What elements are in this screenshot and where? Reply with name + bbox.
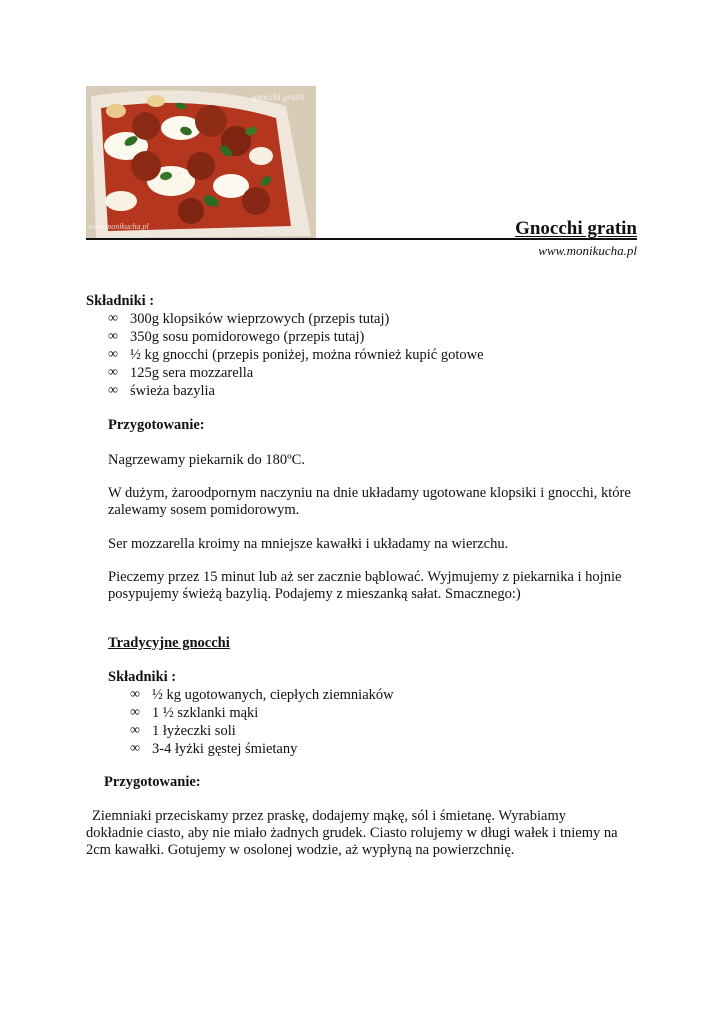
- gnocchi-preparation-text: Ziemniaki przeciskamy przez praskę, dodajemy mąkę, sól i śmietanę. Wyrabiamy: [92, 808, 566, 824]
- ingredient-item: 350g sosu pomidorowego (przepis tutaj): [130, 329, 365, 345]
- preparation-heading: Przygotowanie:: [108, 417, 205, 433]
- preparation-step: Pieczemy przez 15 minut lub aż ser zacznie bąblować. Wyjmujemy z piekarnika i hojnie: [108, 569, 622, 585]
- preparation-step: W dużym, żaroodpornym naczyniu na dnie układamy ugotowane klopsiki i gnocchi, które: [108, 485, 631, 501]
- gnocchi-preparation-text: 2cm kawałki. Gotujemy w osolonej wodzie, aż wypłyną na powierzchnię.: [86, 842, 515, 858]
- gnocchi-ingredient-item: 3-4 łyżki gęstej śmietany: [152, 741, 298, 757]
- bullet-icon: ∞: [130, 723, 140, 738]
- gnocchi-preparation-text: dokładnie ciasto, aby nie miało żadnych grudek. Ciasto rolujemy w długi wałek i tniemy na: [86, 825, 618, 841]
- gnocchi-ingredient-item: 1 łyżeczki soli: [152, 723, 236, 739]
- gnocchi-ingredient-item: 1 ½ szklanki mąki: [152, 705, 259, 721]
- gnocchi-preparation-heading: Przygotowanie:: [104, 774, 201, 790]
- dish-photo: [86, 86, 316, 238]
- bullet-icon: ∞: [130, 741, 140, 756]
- website-label: www.monikucha.pl: [538, 243, 637, 258]
- bullet-icon: ∞: [108, 329, 118, 344]
- ingredient-item: 125g sera mozzarella: [130, 365, 254, 381]
- ingredient-item: 300g klopsików wieprzowych (przepis tutaj): [130, 311, 390, 327]
- ingredients-heading: Składniki :: [86, 293, 155, 309]
- bullet-icon: ∞: [108, 365, 118, 380]
- gnocchi-ingredients-heading: Składniki :: [108, 669, 177, 685]
- photo-watermark-bottom: www.monikucha.pl: [88, 222, 149, 231]
- gnocchi-ingredient-item: ½ kg ugotowanych, ciepłych ziemniaków: [152, 687, 394, 703]
- recipe-title: Gnocchi gratin: [515, 218, 637, 239]
- bullet-icon: ∞: [108, 311, 118, 326]
- ingredient-item: ½ kg gnocchi (przepis poniżej, można również kupić gotowe: [130, 347, 484, 363]
- preparation-step: posypujemy świeżą bazylią. Podajemy z mieszanką sałat. Smacznego:): [108, 586, 521, 602]
- preparation-step: Ser mozzarella kroimy na mniejsze kawałki i układamy na wierzchu.: [108, 536, 509, 552]
- preparation-step: Nagrzewamy piekarnik do 180ºC.: [108, 452, 305, 468]
- preparation-step: zalewamy sosem pomidorowym.: [108, 502, 300, 518]
- bullet-icon: ∞: [130, 687, 140, 702]
- bullet-icon: ∞: [108, 383, 118, 398]
- photo-watermark-top: gnocchi gratin: [252, 92, 305, 102]
- ingredient-item: świeża bazylia: [130, 383, 215, 399]
- gnocchi-section-title: Tradycyjne gnocchi: [108, 635, 230, 651]
- bullet-icon: ∞: [108, 347, 118, 362]
- bullet-icon: ∞: [130, 705, 140, 720]
